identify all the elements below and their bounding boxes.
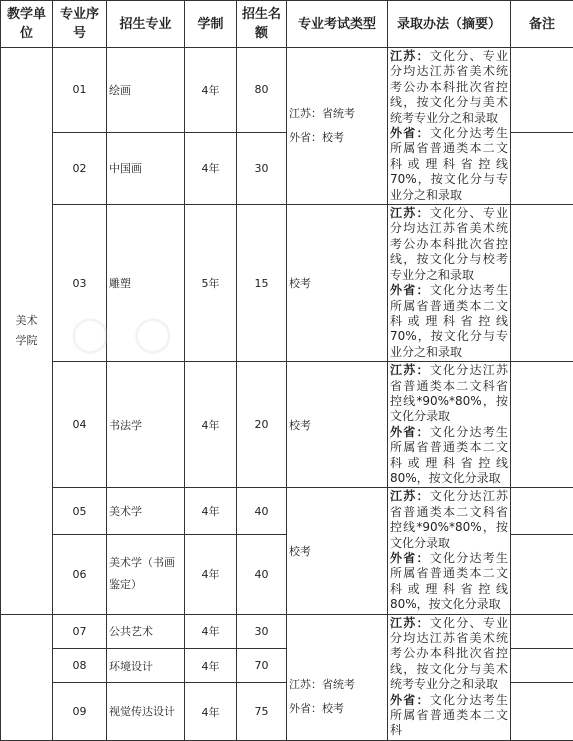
exam-type-cell: 校考 <box>287 362 388 488</box>
row-quota: 70 <box>237 649 287 683</box>
row-no: 08 <box>53 649 107 683</box>
note-cell <box>511 362 573 488</box>
table-row <box>1 48 573 133</box>
note-cell <box>511 48 573 133</box>
method-text: 文化分达江苏省普通类本二文科省控线*90%*80%，按文化分录取 <box>390 489 508 549</box>
row-no: 07 <box>53 614 107 648</box>
method-cell <box>388 362 511 488</box>
header-method: 录取办法（摘要） <box>388 1 511 48</box>
row-quota: 30 <box>237 132 287 204</box>
unit-cell <box>1 48 53 615</box>
method-label: 江苏： <box>390 206 430 220</box>
method-text: 文化分达考生所属省普通类本二文科或理科省控线80%，按文化分录取 <box>390 551 508 611</box>
method-label: 江苏： <box>390 616 430 630</box>
row-major: 美术学 <box>107 488 185 535</box>
row-quota: 30 <box>237 614 287 648</box>
row-years: 4年 <box>185 132 237 204</box>
row-major: 绘画 <box>107 48 185 133</box>
row-no: 04 <box>53 362 107 488</box>
row-major: 雕塑 <box>107 205 185 362</box>
exam-type-line: 江苏：省统考 <box>289 102 385 126</box>
row-years: 4年 <box>185 683 237 740</box>
row-quota: 75 <box>237 683 287 740</box>
exam-type-cell: 校考 <box>287 205 388 362</box>
row-years: 4年 <box>185 488 237 535</box>
unit-cell <box>1 614 53 740</box>
method-text: 文化分、专业分均达江苏省美术统考公办本科批次省控线，按文化分与美术统考专业分之和录取 <box>390 49 508 125</box>
header-major: 招生专业 <box>107 1 185 48</box>
row-quota: 80 <box>237 48 287 133</box>
method-text: 文化分达江苏省普通类本二文科省控线*90%*80%，按文化分录取 <box>390 363 508 423</box>
row-major: 美术学（书画鉴定） <box>107 535 185 614</box>
row-major: 书法学 <box>107 362 185 488</box>
method-label: 外省： <box>390 551 430 565</box>
row-major: 中国画 <box>107 132 185 204</box>
exam-type-cell: 校考 <box>287 488 388 614</box>
method-text: 文化分达考生所属省普通类本二文科 <box>390 693 508 738</box>
row-years: 5年 <box>185 205 237 362</box>
note-cell <box>511 488 573 535</box>
row-major: 环境设计 <box>107 649 185 683</box>
row-years: 4年 <box>185 649 237 683</box>
row-quota: 15 <box>237 205 287 362</box>
note-cell <box>511 205 573 362</box>
method-cell <box>388 205 511 362</box>
header-quota: 招生名额 <box>237 1 287 48</box>
row-no: 03 <box>53 205 107 362</box>
method-cell <box>388 614 511 740</box>
header-row <box>1 1 573 48</box>
row-no: 06 <box>53 535 107 614</box>
header-note: 备注 <box>511 1 573 48</box>
method-cell <box>388 48 511 205</box>
row-years: 4年 <box>185 362 237 488</box>
method-text: 文化分达考生所属省普通类本二文科或理科省控线70%，按文化分与专业分之和录取 <box>390 283 508 359</box>
row-no: 05 <box>53 488 107 535</box>
header-years: 学制 <box>185 1 237 48</box>
method-text: 文化分、专业分均达江苏省美术统考公办本科批次省控线，按文化分与校考专业分之和录取 <box>390 206 508 282</box>
note-cell <box>511 614 573 648</box>
table-row <box>1 362 573 488</box>
method-label: 外省： <box>390 693 430 707</box>
exam-type-cell <box>287 48 388 205</box>
method-label: 江苏： <box>390 363 430 377</box>
method-label: 外省： <box>390 425 430 439</box>
row-years: 4年 <box>185 535 237 614</box>
table-row <box>1 614 573 648</box>
exam-type-cell <box>287 614 388 740</box>
header-no: 专业序号 <box>53 1 107 48</box>
row-major: 视觉传达设计 <box>107 683 185 740</box>
note-cell <box>511 535 573 614</box>
exam-type-line: 外省：校考 <box>289 697 385 721</box>
note-cell <box>511 132 573 204</box>
exam-type-line: 江苏：省统考 <box>289 673 385 697</box>
watermark: ○ ○ <box>70 305 177 359</box>
row-quota: 20 <box>237 362 287 488</box>
method-cell <box>388 488 511 614</box>
note-cell <box>511 683 573 740</box>
note-cell <box>511 649 573 683</box>
method-text: 文化分达考生所属省普通类本二文科或理科省控线80%，按文化分录取 <box>390 425 508 485</box>
row-major: 公共艺术 <box>107 614 185 648</box>
row-no: 01 <box>53 48 107 133</box>
row-years: 4年 <box>185 614 237 648</box>
table-row <box>1 488 573 535</box>
method-label: 外省： <box>390 283 430 297</box>
row-no: 02 <box>53 132 107 204</box>
method-label: 江苏： <box>390 489 430 503</box>
method-label: 外省： <box>390 126 430 140</box>
method-text: 文化分达考生所属省普通类本二文科或理科省控线70%，按文化分与专业分之和录取 <box>390 126 508 202</box>
row-quota: 40 <box>237 535 287 614</box>
row-quota: 40 <box>237 488 287 535</box>
header-exam-type: 专业考试类型 <box>287 1 388 48</box>
exam-type-line: 外省：校考 <box>289 126 385 150</box>
header-unit: 教学单位 <box>1 1 53 48</box>
table-row <box>1 205 573 362</box>
row-years: 4年 <box>185 48 237 133</box>
unit-label: 美术学院 <box>14 311 38 351</box>
method-text: 文化分、专业分均达江苏省美术统考公办本科批次省控线，按文化分与美术统考专业分之和录取 <box>390 616 508 692</box>
row-no: 09 <box>53 683 107 740</box>
method-label: 江苏： <box>390 49 430 63</box>
